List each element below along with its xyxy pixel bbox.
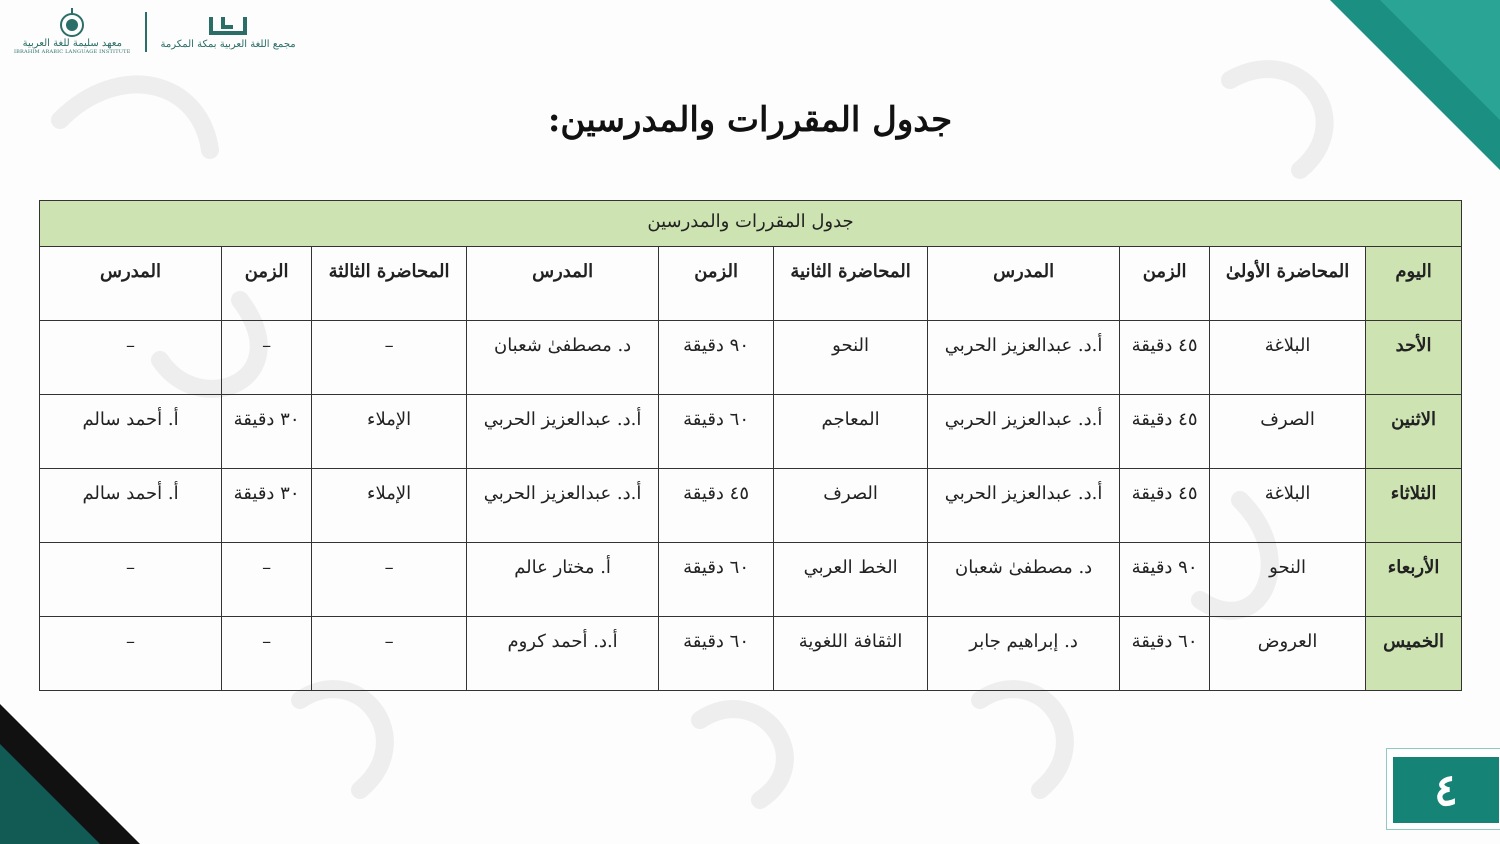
lecture-cell: النحو bbox=[1210, 543, 1366, 617]
teacher-cell: – bbox=[40, 543, 222, 617]
page-title: جدول المقررات والمدرسين: bbox=[547, 100, 953, 140]
academy-logo-icon bbox=[203, 13, 253, 39]
logo-divider bbox=[145, 12, 147, 52]
time-cell: ٣٠ دقيقة bbox=[222, 469, 312, 543]
table-header-row bbox=[40, 247, 1462, 321]
time-cell: – bbox=[222, 543, 312, 617]
teacher-cell: – bbox=[40, 321, 222, 395]
header-time-3: الزمن bbox=[222, 247, 312, 321]
table-caption: جدول المقررات والمدرسين bbox=[40, 201, 1462, 247]
table-row bbox=[40, 469, 1462, 543]
teacher-cell: أ.د. عبدالعزيز الحربي bbox=[467, 469, 659, 543]
time-cell: ٦٠ دقيقة bbox=[659, 543, 774, 617]
teacher-cell: أ.د. عبدالعزيز الحربي bbox=[467, 395, 659, 469]
time-cell: ٦٠ دقيقة bbox=[659, 617, 774, 691]
teacher-cell: أ.د. أحمد كروم bbox=[467, 617, 659, 691]
lecture-cell: النحو bbox=[774, 321, 928, 395]
time-cell: ٤٥ دقيقة bbox=[1120, 321, 1210, 395]
lecture-cell: الإملاء bbox=[312, 395, 467, 469]
header-teacher-1: المدرس bbox=[928, 247, 1120, 321]
lecture-cell: الصرف bbox=[774, 469, 928, 543]
time-cell: ٤٥ دقيقة bbox=[1120, 395, 1210, 469]
day-cell: الأحد bbox=[1366, 321, 1462, 395]
lecture-cell: – bbox=[312, 321, 467, 395]
teacher-cell: أ.د. عبدالعزيز الحربي bbox=[928, 395, 1120, 469]
page-number-badge bbox=[1386, 748, 1500, 830]
time-cell: ٤٥ دقيقة bbox=[1120, 469, 1210, 543]
teacher-cell: د. إبراهيم جابر bbox=[928, 617, 1120, 691]
lecture-cell: العروض bbox=[1210, 617, 1366, 691]
teacher-cell: د. مصطفىٰ شعبان bbox=[928, 543, 1120, 617]
lecture-cell: الخط العربي bbox=[774, 543, 928, 617]
header-time-1: الزمن bbox=[1120, 247, 1210, 321]
institute-logo bbox=[14, 8, 131, 55]
institute-logo-subtitle: IBRAHIM ARABIC LANGUAGE INSTITUTE bbox=[14, 49, 131, 55]
institute-logo-name: معهد سليمة للغة العربية bbox=[22, 38, 122, 49]
header-logos bbox=[14, 8, 296, 55]
teacher-cell: – bbox=[40, 617, 222, 691]
table-row bbox=[40, 395, 1462, 469]
table-row bbox=[40, 617, 1462, 691]
time-cell: ٣٠ دقيقة bbox=[222, 395, 312, 469]
academy-logo-name: مجمع اللغة العربية بمكة المكرمة bbox=[160, 39, 296, 50]
lecture-cell: الصرف bbox=[1210, 395, 1366, 469]
institute-logo-icon bbox=[54, 8, 90, 38]
page-number: ٤ bbox=[1393, 757, 1499, 823]
header-day: اليوم bbox=[1366, 247, 1462, 321]
time-cell: ٩٠ دقيقة bbox=[1120, 543, 1210, 617]
lecture-cell: المعاجم bbox=[774, 395, 928, 469]
lecture-cell: البلاغة bbox=[1210, 469, 1366, 543]
teacher-cell: أ. مختار عالم bbox=[467, 543, 659, 617]
time-cell: – bbox=[222, 321, 312, 395]
schedule-table bbox=[39, 200, 1462, 691]
header-lecture-3: المحاضرة الثالثة bbox=[312, 247, 467, 321]
header-teacher-2: المدرس bbox=[467, 247, 659, 321]
lecture-cell: – bbox=[312, 617, 467, 691]
lecture-cell: الثقافة اللغوية bbox=[774, 617, 928, 691]
teacher-cell: أ. أحمد سالم bbox=[40, 469, 222, 543]
academy-logo bbox=[161, 13, 296, 50]
header-teacher-3: المدرس bbox=[40, 247, 222, 321]
time-cell: ٦٠ دقيقة bbox=[659, 395, 774, 469]
day-cell: الاثنين bbox=[1366, 395, 1462, 469]
time-cell: ٤٥ دقيقة bbox=[659, 469, 774, 543]
teacher-cell: أ. أحمد سالم bbox=[40, 395, 222, 469]
day-cell: الثلاثاء bbox=[1366, 469, 1462, 543]
header-lecture-1: المحاضرة الأولىٰ bbox=[1210, 247, 1366, 321]
corner-decoration-bottom-left-teal bbox=[0, 744, 100, 844]
table-row bbox=[40, 321, 1462, 395]
day-cell: الخميس bbox=[1366, 617, 1462, 691]
lecture-cell: الإملاء bbox=[312, 469, 467, 543]
time-cell: ٦٠ دقيقة bbox=[1120, 617, 1210, 691]
header-time-2: الزمن bbox=[659, 247, 774, 321]
table-row bbox=[40, 543, 1462, 617]
header-lecture-2: المحاضرة الثانية bbox=[774, 247, 928, 321]
teacher-cell: أ.د. عبدالعزيز الحربي bbox=[928, 469, 1120, 543]
teacher-cell: أ.د. عبدالعزيز الحربي bbox=[928, 321, 1120, 395]
teacher-cell: د. مصطفىٰ شعبان bbox=[467, 321, 659, 395]
lecture-cell: البلاغة bbox=[1210, 321, 1366, 395]
time-cell: ٩٠ دقيقة bbox=[659, 321, 774, 395]
day-cell: الأربعاء bbox=[1366, 543, 1462, 617]
time-cell: – bbox=[222, 617, 312, 691]
lecture-cell: – bbox=[312, 543, 467, 617]
